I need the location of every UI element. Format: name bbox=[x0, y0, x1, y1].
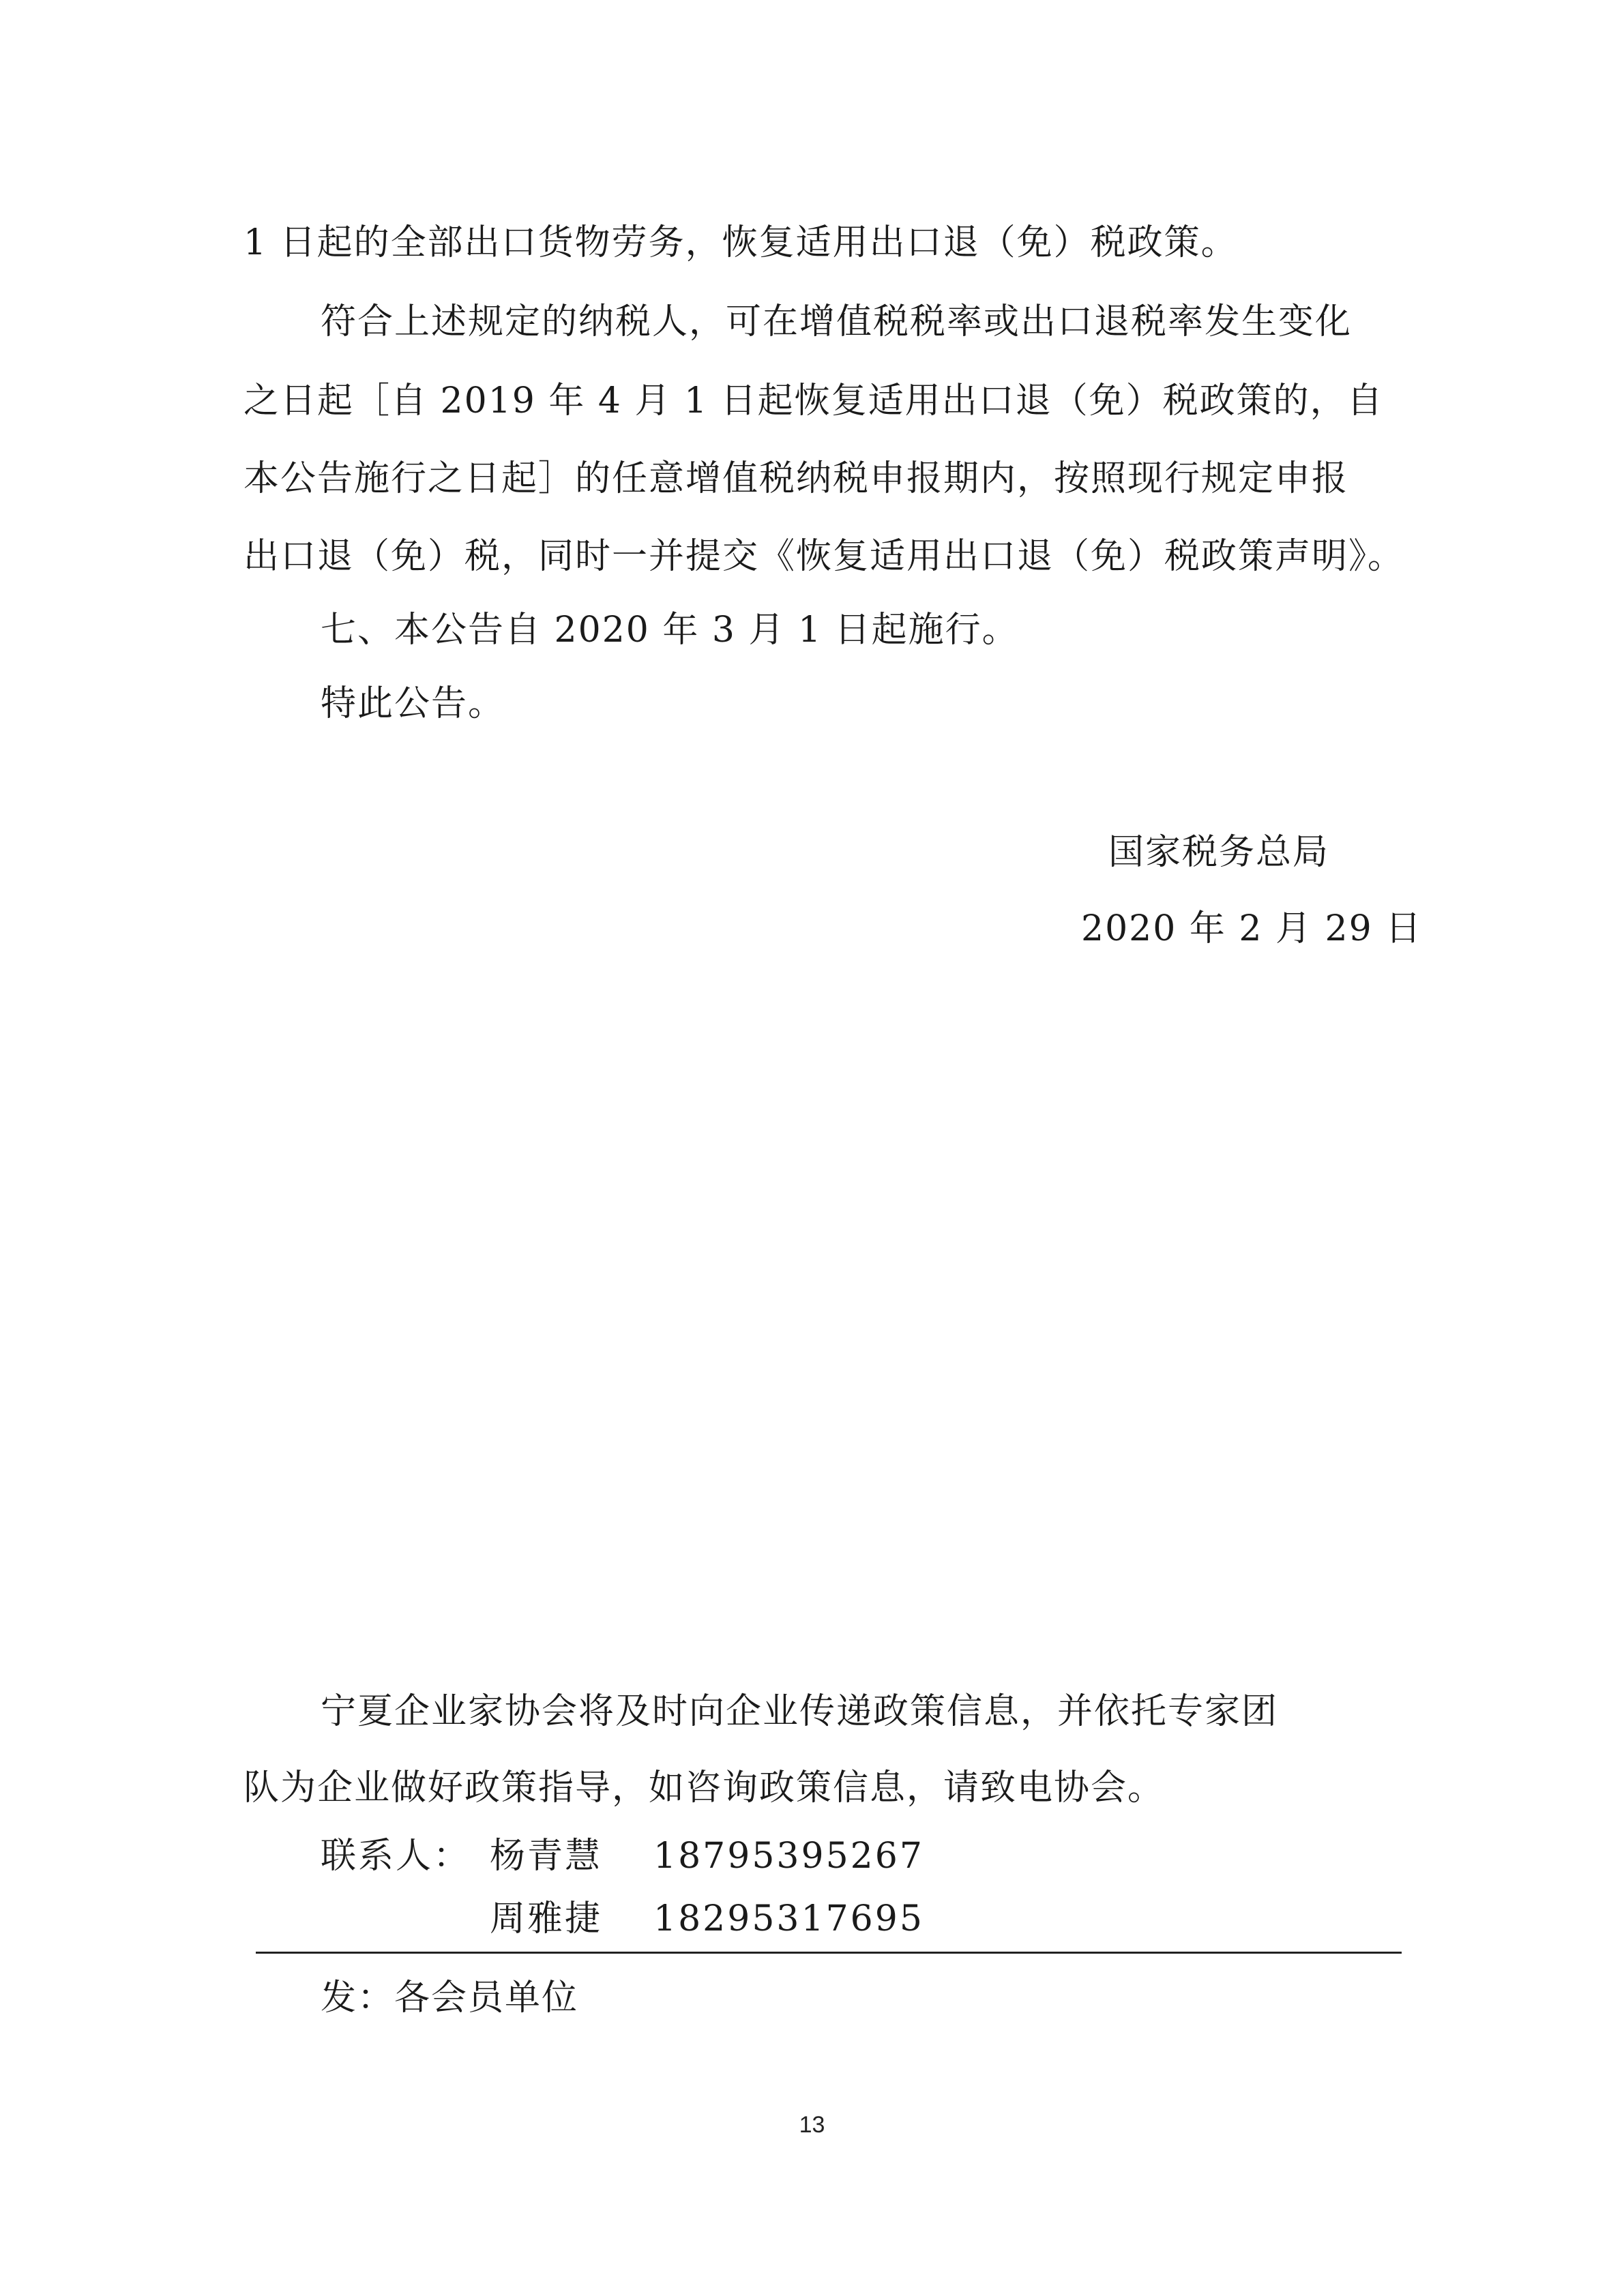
issuer-name: 国家税务总局 bbox=[1108, 832, 1330, 873]
body-text-line: 符合上述规定的纳税人，可在增值税税率或出口退税率发生变化 bbox=[321, 301, 1353, 342]
distribution-line: 发：各会员单位 bbox=[321, 1978, 579, 2018]
contact-name: 杨青慧 bbox=[490, 1836, 603, 1877]
notice-text-line: 宁夏企业家协会将及时向企业传递政策信息，并依托专家团 bbox=[321, 1691, 1279, 1732]
notice-text-line: 队为企业做好政策指导，如咨询政策信息，请致电协会。 bbox=[243, 1768, 1165, 1808]
contact-phone: 18295317695 bbox=[653, 1898, 924, 1939]
footer-divider bbox=[256, 1952, 1402, 1954]
body-text-line: 1 日起的全部出口货物劳务，恢复适用出口退（免）税政策。 bbox=[243, 222, 1238, 263]
body-text-line: 之日起［自 2019 年 4 月 1 日起恢复适用出口退（免）税政策的，自 bbox=[243, 381, 1384, 421]
body-text-line: 七、本公告自 2020 年 3 月 1 日起施行。 bbox=[321, 610, 1019, 651]
body-text-line: 本公告施行之日起］的任意增值税纳税申报期内，按照现行规定申报 bbox=[243, 458, 1349, 499]
contact-name: 周雅捷 bbox=[490, 1898, 603, 1939]
contact-label: 联系人： bbox=[321, 1836, 471, 1877]
contact-phone: 18795395267 bbox=[653, 1836, 924, 1877]
body-text-line: 特此公告。 bbox=[321, 683, 505, 724]
page-number: 13 bbox=[799, 2112, 825, 2138]
body-text-line: 出口退（免）税，同时一并提交《恢复适用出口退（免）税政策声明》。 bbox=[243, 536, 1405, 577]
issue-date: 2020 年 2 月 29 日 bbox=[1081, 908, 1423, 949]
